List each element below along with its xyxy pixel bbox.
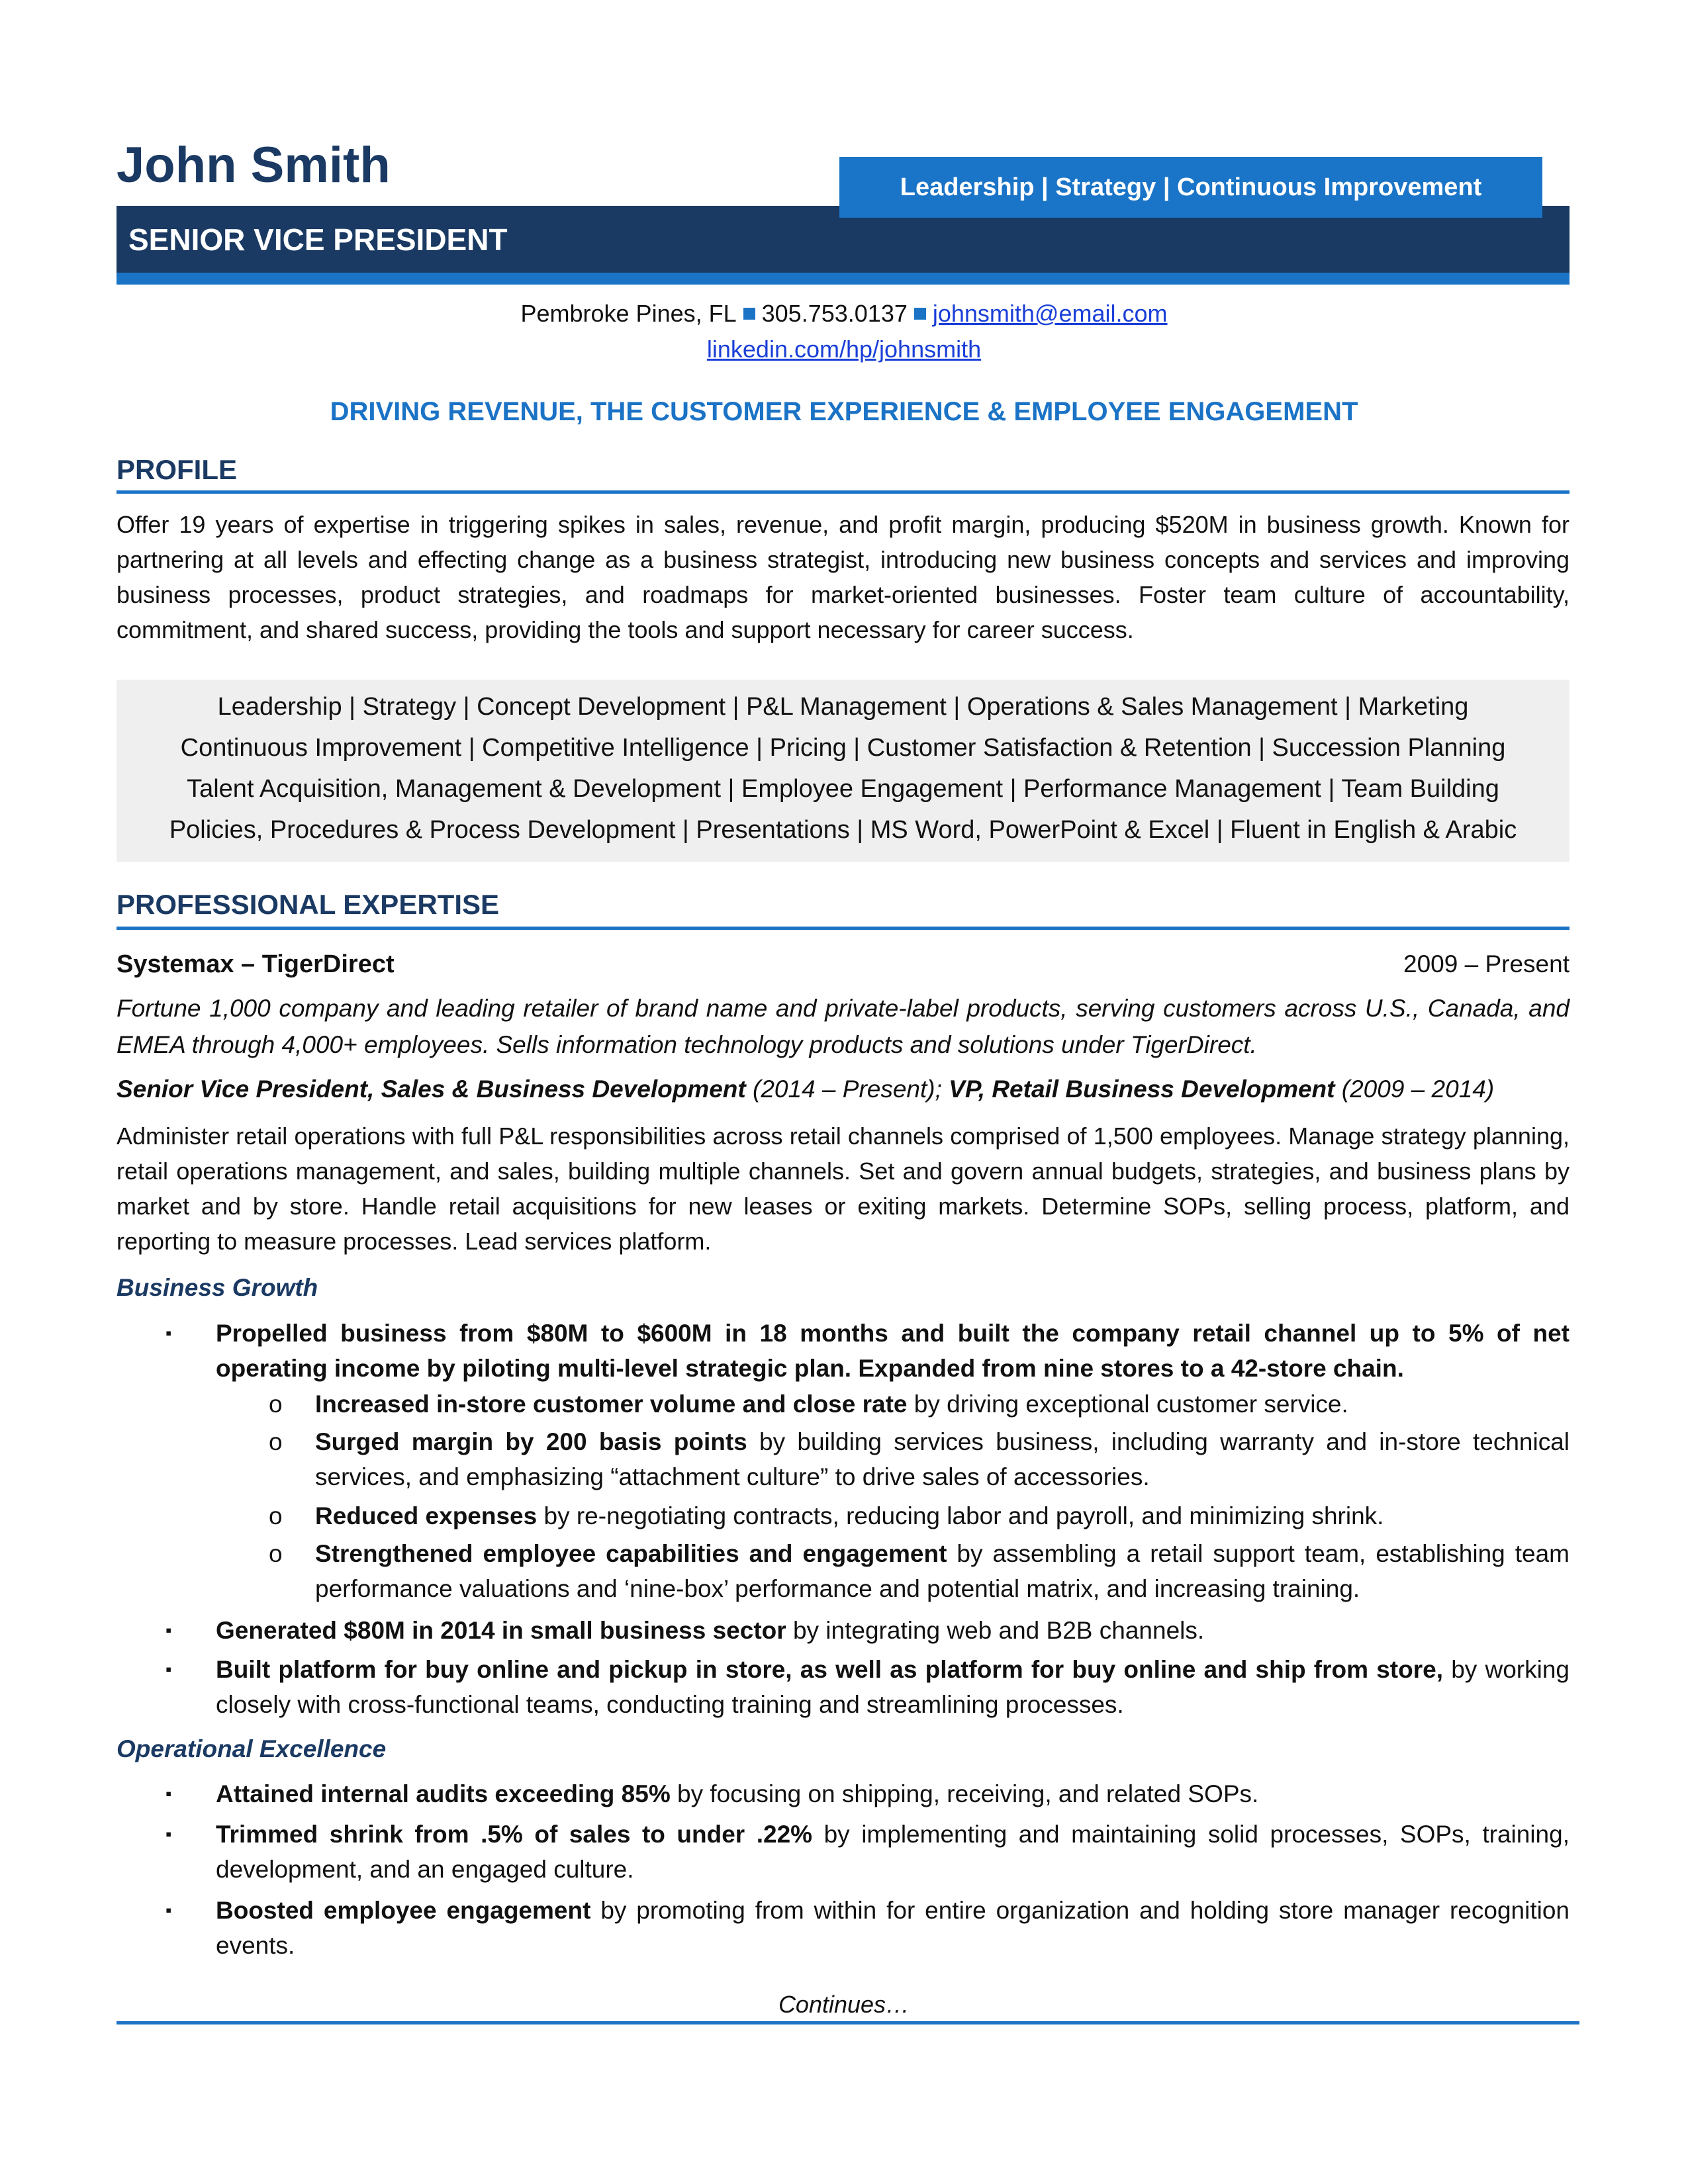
- company-description: Fortune 1,000 company and leading retailer of brand name and private-label products, serving customers across U.S., Canada, and EMEA through 4,000+ employees. Sells information technology products and solutions under TigerDirect.: [117, 995, 1570, 1058]
- skills-line: Talent Acquisition, Management & Development | Employee Engagement | Performance Management | Team Building: [187, 775, 1499, 803]
- company-name: Systemax – TigerDirect: [117, 950, 395, 978]
- circle-bullet-icon: o: [269, 1540, 283, 1567]
- square-bullet-icon: ▪: [165, 1900, 172, 1920]
- achievement-bullet: ▪ Trimmed shrink from .5% of sales to under .22% by implementing and maintaining solid processes, SOPs, training, development, and an engaged culture.: [216, 1817, 1570, 1887]
- circle-bullet-icon: o: [269, 1502, 283, 1529]
- square-bullet-icon: ▪: [165, 1323, 172, 1343]
- expertise-heading: PROFESSIONAL EXPERTISE: [117, 889, 500, 920]
- square-bullet-icon: [743, 308, 755, 320]
- skills-line: Policies, Procedures & Process Development | Presentations | MS Word, PowerPoint & Excel | Fluent in English & Arabic: [169, 816, 1517, 844]
- expertise-rule: [117, 927, 1570, 930]
- employment-dates: 2009 – Present: [1403, 950, 1570, 978]
- title-underline: [117, 273, 1570, 285]
- role-line: [117, 1075, 1570, 1103]
- role-summary: Administer retail operations with full P&L responsibilities across retail channels comprised of 1,500 employees. Manage strategy planning, retail operations management, and sales, building multiple channels. Set and govern annual budgets, strategies, and business plans by market and by store. Handle retail acquisitions for new leases or exiting markets. Determine SOPs, selling process, platform, and reporting to measure processes. Lead services platform.: [117, 1122, 1570, 1255]
- contact-line: [0, 302, 1688, 326]
- email-link[interactable]: johnsmith@email.com: [932, 300, 1168, 327]
- skills-box: [117, 680, 1570, 862]
- square-bullet-icon: ▪: [165, 1824, 172, 1844]
- square-bullet-icon: ▪: [165, 1659, 172, 1679]
- phone: 305.753.0137: [761, 300, 908, 327]
- headline: DRIVING REVENUE, THE CUSTOMER EXPERIENCE & EMPLOYEE ENGAGEMENT: [330, 397, 1358, 426]
- achievement-sub-bullet: o Reduced expenses by re-negotiating contracts, reducing labor and payroll, and minimizing shrink.: [315, 1498, 1570, 1533]
- business-growth-heading: Business Growth: [117, 1274, 318, 1301]
- linkedin-link[interactable]: linkedin.com/hp/johnsmith: [706, 336, 982, 363]
- achievement-sub-bullet: o Strengthened employee capabilities and engagement by assembling a retail support team, establishing team performance valuations and ‘nine-box’ performance and potential matrix, and increasing training.: [315, 1536, 1570, 1606]
- role-dates: (2014 – Present);: [745, 1075, 949, 1103]
- role-title: VP, Retail Business Development: [949, 1075, 1335, 1103]
- linkedin-line: [0, 338, 1688, 361]
- achievement-sub-bullet: o Surged margin by 200 basis points by building services business, including warranty and in-store technical services, and emphasizing “attachment culture” to drive sales of accessories.: [315, 1424, 1570, 1494]
- job-title: SENIOR VICE PRESIDENT: [128, 222, 508, 257]
- achievement-bullet: ▪ Attained internal audits exceeding 85% by focusing on shipping, receiving, and related SOPs.: [216, 1776, 1570, 1811]
- circle-bullet-icon: o: [269, 1428, 283, 1455]
- profile-heading: PROFILE: [117, 454, 238, 485]
- skills-line: Continuous Improvement | Competitive Intelligence | Pricing | Customer Satisfaction & Retention | Succession Planning: [180, 734, 1506, 762]
- achievement-bullet: ▪ Generated $80M in 2014 in small business sector by integrating web and B2B channels.: [216, 1613, 1570, 1648]
- square-bullet-icon: ▪: [165, 1620, 172, 1640]
- square-bullet-icon: [914, 308, 926, 320]
- skills-line: Leadership | Strategy | Concept Development | P&L Management | Operations & Sales Management | Marketing: [217, 693, 1469, 721]
- profile-rule: [117, 490, 1570, 494]
- role-title: Senior Vice President, Sales & Business Development: [117, 1075, 746, 1103]
- achievement-bullet: ▪ Boosted employee engagement by promoting from within for entire organization and holding store manager recognition events.: [216, 1893, 1570, 1963]
- location: Pembroke Pines, FL: [520, 300, 737, 327]
- profile-text: Offer 19 years of expertise in triggering spikes in sales, revenue, and profit margin, producing $520M in business growth. Known for partnering at all levels and effecting change as a business strategist, introducing new business concepts and services and improving business processes, product strategies, and roadmaps for market-oriented businesses. Foster team culture of accountability, commitment, and shared success, providing the tools and support necessary for career success.: [117, 511, 1570, 643]
- tagline-banner: Leadership | Strategy | Continuous Improvement: [839, 157, 1542, 218]
- footer-rule: [117, 2021, 1579, 2025]
- continues-note: Continues…: [778, 1991, 910, 2018]
- achievement-bullet: ▪ Built platform for buy online and pickup in store, as well as platform for buy online and ship from store, by working closely with cross-functional teams, conducting training and streamlining processes.: [216, 1652, 1570, 1722]
- achievement-sub-bullet: o Increased in-store customer volume and close rate by driving exceptional customer service.: [315, 1387, 1570, 1422]
- candidate-name: John Smith: [117, 137, 391, 193]
- achievement-bullet: ▪ Propelled business from $80M to $600M in 18 months and built the company retail channel up to 5% of net operating income by piloting multi-level strategic plan. Expanded from nine stores to a 42-store chain.: [216, 1316, 1570, 1386]
- square-bullet-icon: ▪: [165, 1784, 172, 1803]
- operational-excellence-heading: Operational Excellence: [117, 1735, 387, 1762]
- circle-bullet-icon: o: [269, 1390, 283, 1418]
- role-dates: (2009 – 2014): [1335, 1075, 1495, 1103]
